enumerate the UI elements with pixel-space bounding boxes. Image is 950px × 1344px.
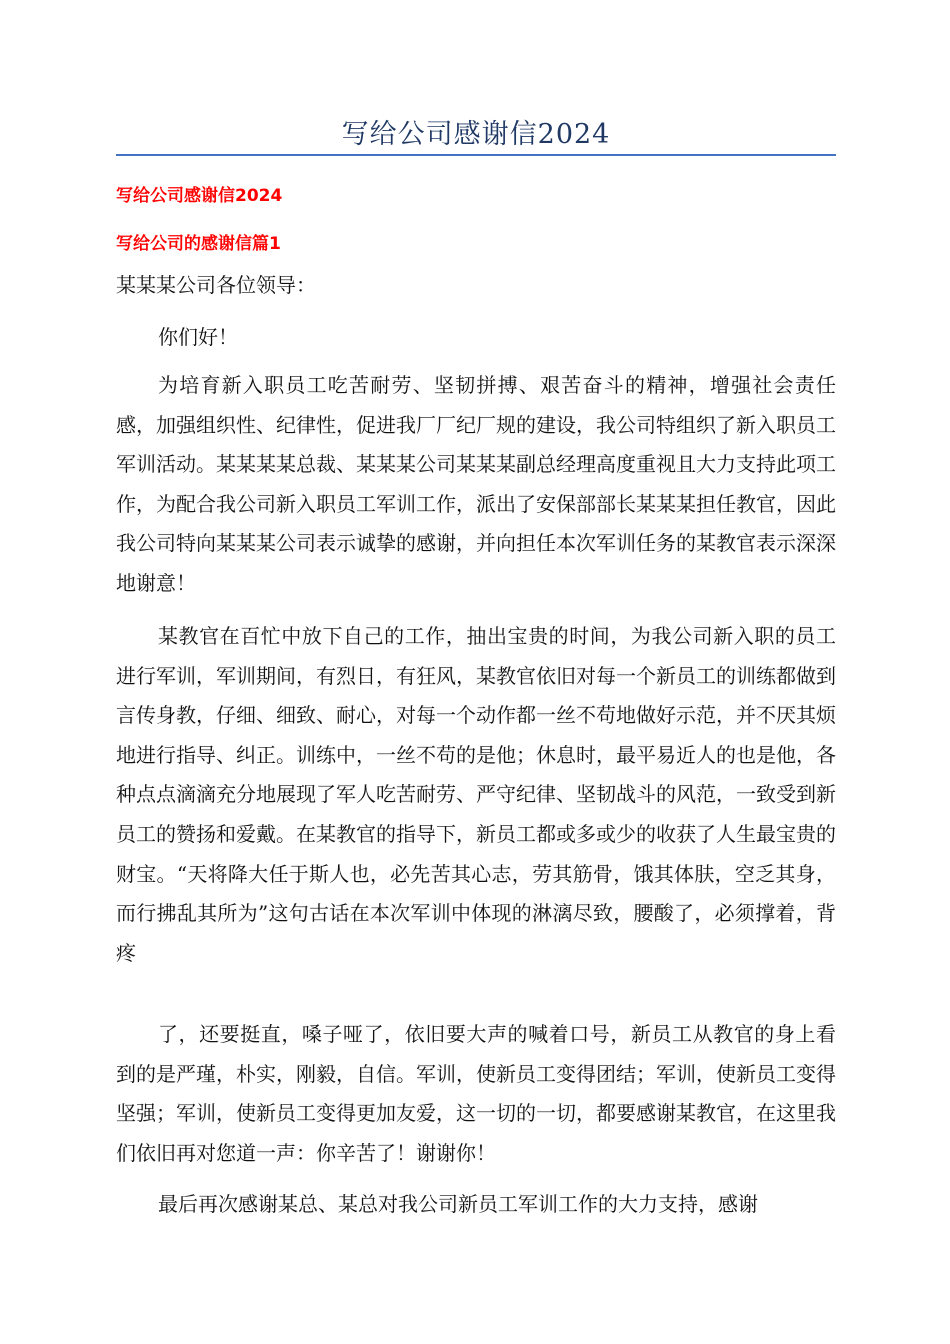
letter-heading: 写给公司的感谢信篇1 — [116, 234, 281, 254]
paragraph: 为培育新入职员工吃苦耐劳、坚韧拼搏、艰苦奋斗的精神，增强社会责任感，加强组织性、纪律性，促进我厂厂纪厂规的建设，我公司特组织了新入职员工军训活动。某某某某总裁、某某某公司某某某副总经理高度重视且大力支持此项工作，为配合我公司新入职员工军训工作，派出了安保部部长某某某担任教官，因此我公司特向某某某公司表示诚挚的感谢，并向担任本次军训任务的某教官表示深深地谢意！ — [116, 373, 836, 595]
salutation: 某某某公司各位领导： — [116, 273, 316, 297]
greeting: 你们好！ — [158, 325, 238, 349]
paragraph: 了，还要挺直，嗓子哑了，依旧要大声的喊着口号，新员工从教官的身上看到的是严瑾，朴实，刚毅，自信。军训，使新员工变得团结；军训，使新员工变得坚强；军训，使新员工变得更加友爱，这一切的一切，都要感谢某教官，在这里我们依旧再对您道一声：你辛苦了！谢谢你！ — [116, 1022, 836, 1165]
paragraph: 最后再次感谢某总、某总对我公司新员工军训工作的大力支持，感谢 — [158, 1192, 758, 1216]
paragraph: 某教官在百忙中放下自己的工作，抽出宝贵的时间，为我公司新入职的员工进行军训，军训期间，有烈日，有狂风，某教官依旧对每一个新员工的训练都做到言传身教，仔细、细致、耐心，对每一个动作都一丝不苟地做好示范，并不厌其烦地进行指导、纠正。训练中，一丝不苟的是他；休息时，最平易近人的也是他，各种点点滴滴充分地展现了军人吃苦耐劳、严守纪律、坚韧战斗的风范，一致受到新员工的赞扬和爱戴。在某教官的指导下，新员工都或多或少的收获了人生最宝贵的财宝。“天将降大任于斯人也，必先苦其心志，劳其筋骨，饿其体肤，空乏其身，而行拂乱其所为”这句古话在本次军训中体现的淋漓尽致，腰酸了，必须撑着，背疼 — [116, 624, 836, 965]
section-heading: 写给公司感谢信2024 — [116, 186, 283, 206]
document-title: 写给公司感谢信2024 — [341, 119, 611, 150]
title-underline — [116, 154, 836, 156]
